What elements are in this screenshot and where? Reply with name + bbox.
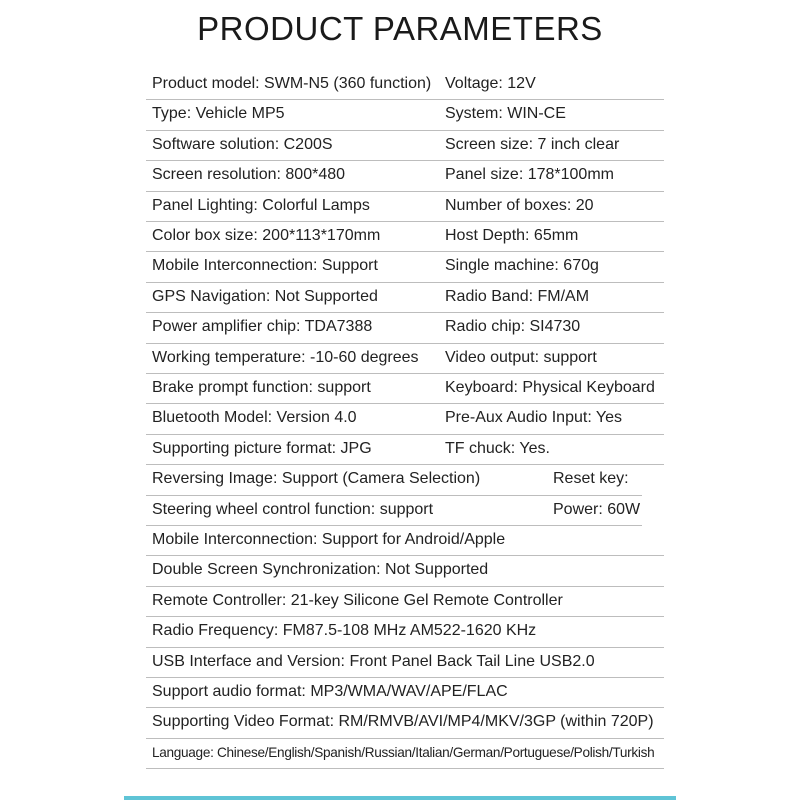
- param-host-depth: Host Depth: 65mm: [445, 227, 579, 244]
- param-row-1: [146, 69, 664, 100]
- param-steering-wheel-control: Steering wheel control function: support: [152, 500, 434, 518]
- param-tf-chuck: TF chuck: Yes.: [445, 439, 550, 457]
- param-power-amplifier-chip: Power amplifier chip: TDA7388: [152, 318, 373, 336]
- page-title: PRODUCT PARAMETERS: [197, 10, 603, 47]
- param-usb-interface: USB Interface and Version: Front Panel Back Tail Line USB2.0: [152, 652, 595, 670]
- param-row-21: [146, 677, 664, 708]
- param-software-solution: Software solution: C200S: [152, 135, 333, 153]
- bottom-accent-bar: [124, 796, 676, 800]
- param-row-2: [146, 99, 664, 130]
- param-power: Power: 60W: [553, 500, 641, 518]
- param-voltage: Voltage: 12V: [445, 75, 536, 92]
- param-type: Type: Vehicle MP5: [152, 105, 285, 123]
- param-product-model: Product model: SWM-N5 (360 function): [152, 75, 432, 92]
- param-remote-controller: Remote Controller: 21-key Silicone Gel Remote Controller: [152, 591, 563, 609]
- param-picture-format: Supporting picture format: JPG: [152, 439, 372, 457]
- param-double-screen-sync: Double Screen Synchronization: Not Supported: [152, 561, 489, 579]
- param-mobile-interconnection: Mobile Interconnection: Support: [152, 257, 378, 275]
- param-reversing-image: Reversing Image: Support (Camera Selection): [152, 470, 481, 488]
- param-radio-band: Radio Band: FM/AM: [445, 287, 590, 305]
- param-row-6: [146, 221, 664, 252]
- param-row-9: [146, 312, 664, 343]
- param-row-23: [146, 738, 664, 769]
- param-number-of-boxes: Number of boxes: 20: [445, 196, 594, 214]
- param-row-11: [146, 373, 664, 404]
- param-row-22: [146, 707, 664, 738]
- param-row-16: [146, 525, 664, 556]
- param-working-temperature: Working temperature: -10-60 degrees: [152, 348, 419, 366]
- param-panel-size: Panel size: 178*100mm: [445, 166, 614, 184]
- param-pre-aux-audio: Pre-Aux Audio Input: Yes: [445, 409, 623, 427]
- param-row-19: [146, 616, 664, 647]
- param-row-13: [146, 434, 664, 465]
- param-video-format: Supporting Video Format: RM/RMVB/AVI/MP4/MKV/3GP (within 720P): [152, 713, 654, 731]
- param-row-3: [146, 130, 664, 161]
- param-row-14: [146, 464, 642, 495]
- param-row-18: [146, 586, 664, 617]
- param-language: Language: Chinese/English/Spanish/Russian/Italian/German/Portuguese/Polish/Turkish: [152, 744, 655, 760]
- param-row-17: [146, 555, 664, 586]
- param-reset-key: Reset key:: [553, 470, 629, 488]
- param-row-12: [146, 403, 664, 434]
- param-panel-lighting: Panel Lighting: Colorful Lamps: [152, 196, 370, 214]
- param-row-8: [146, 282, 664, 313]
- param-mobile-interconnection-os: Mobile Interconnection: Support for Android/Apple: [152, 531, 506, 548]
- param-radio-frequency: Radio Frequency: FM87.5-108 MHz AM522-1620 KHz: [152, 622, 537, 640]
- param-single-machine: Single machine: 670g: [445, 257, 599, 275]
- param-gps-navigation: GPS Navigation: Not Supported: [152, 287, 378, 305]
- param-system: System: WIN-CE: [445, 105, 566, 123]
- param-video-output: Video output: support: [445, 348, 597, 366]
- param-row-7: [146, 251, 664, 282]
- param-screen-size: Screen size: 7 inch clear: [445, 135, 620, 153]
- param-row-4: [146, 160, 664, 191]
- param-bluetooth-model: Bluetooth Model: Version 4.0: [152, 409, 357, 427]
- param-screen-resolution: Screen resolution: 800*480: [152, 166, 346, 184]
- param-keyboard: Keyboard: Physical Keyboard: [445, 379, 655, 396]
- param-row-15: [146, 495, 642, 526]
- param-audio-format: Support audio format: MP3/WMA/WAV/APE/FLAC: [152, 683, 508, 700]
- param-row-20: [146, 647, 664, 678]
- param-row-10: [146, 343, 664, 374]
- param-radio-chip: Radio chip: SI4730: [445, 318, 581, 336]
- param-row-5: [146, 191, 664, 222]
- param-color-box-size: Color box size: 200*113*170mm: [152, 227, 381, 244]
- param-brake-prompt: Brake prompt function: support: [152, 379, 371, 396]
